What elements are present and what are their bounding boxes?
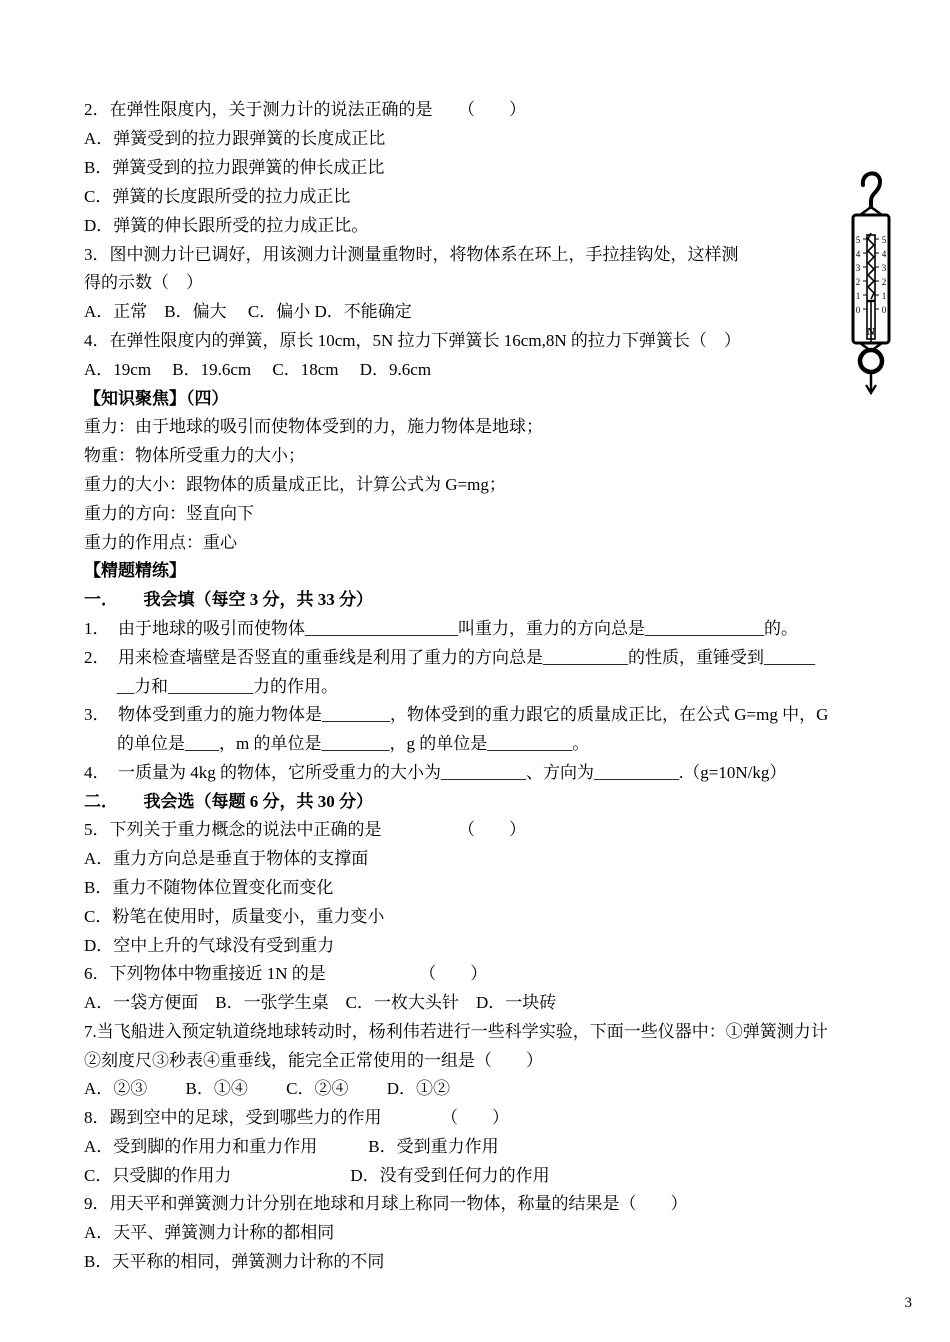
question-7-options: A．②③ B．①④ C．②④ D．①② xyxy=(84,1079,450,1098)
question-4-stem: 4．在弹性限度内的弹簧，原长 10cm，5N 拉力下弹簧长 16cm,8N 的拉力下弹簧长（ ） xyxy=(84,331,741,350)
question-3-stem-cont: 得的示数（ ） xyxy=(84,273,203,292)
question-6-stem: 6．下列物体中物重接近 1N 的是 （ ） xyxy=(84,964,488,983)
fill-question-3-cont: 的单位是____，m 的单位是________，g 的单位是__________。 xyxy=(117,734,590,753)
scale-mark-right-2: 2 xyxy=(881,277,887,287)
scale-mark-right-5: 5 xyxy=(881,235,887,245)
part-two-heading: 二． 我会选（每题 6 分，共 30 分） xyxy=(84,792,373,811)
fill-question-4: 4． 一质量为 4kg 的物体，它所受重力的大小为__________、方向为__________.（g=10N/kg） xyxy=(84,763,787,782)
scale-mark-right-1: 1 xyxy=(881,291,887,301)
scale-mark-right-4: 4 xyxy=(881,249,887,259)
question-2-option-c: C．弹簧的长度跟所受的拉力成正比 xyxy=(84,187,351,206)
question-5-stem: 5．下列关于重力概念的说法中正确的是 （ ） xyxy=(84,820,526,839)
spring-dynamometer-figure xyxy=(848,165,894,397)
question-8-options-cd: C．只受脚的作用力 D．没有受到任何力的作用 xyxy=(84,1166,550,1185)
question-5-option-c: C．粉笔在使用时，质量变小，重力变小 xyxy=(84,907,385,926)
scale-mark-right-3: 3 xyxy=(881,263,887,273)
question-3-options: A．正常 B．偏大 C．偏小 D．不能确定 xyxy=(84,302,412,321)
page-number: 3 xyxy=(904,1295,912,1311)
fill-question-2: 2． 用来检查墙壁是否竖直的重垂线是利用了重力的方向总是__________的性质，重锤受到______ xyxy=(84,648,815,667)
scale-mark-left-1: 1 xyxy=(855,291,861,301)
section-practice-heading: 【精题精练】 xyxy=(84,561,186,580)
question-9-option-b: B．天平称的相同，弹簧测力计称的不同 xyxy=(84,1252,385,1271)
question-6-options: A．一袋方便面 B．一张学生桌 C．一枚大头针 D．一块砖 xyxy=(84,993,557,1012)
fill-question-2-cont: __力和__________力的作用。 xyxy=(117,677,338,696)
question-8-options-ab: A．受到脚的作用力和重力作用 B．受到重力作用 xyxy=(84,1137,499,1156)
section-knowledge-heading: 【知识聚焦】（四） xyxy=(84,389,229,408)
question-7-stem-cont: ②刻度尺③秒表④重垂线，能完全正常使用的一组是（ ） xyxy=(84,1051,543,1070)
question-2-option-b: B．弹簧受到的拉力跟弹簧的伸长成正比 xyxy=(84,158,385,177)
question-8-stem: 8．踢到空中的足球，受到哪些力的作用 （ ） xyxy=(84,1108,509,1127)
question-4-options: A．19cm B．19.6cm C．18cm D．9.6cm xyxy=(84,360,432,379)
question-5-option-d: D．空中上升的气球没有受到重力 xyxy=(84,936,335,955)
question-2-option-a: A．弹簧受到的拉力跟弹簧的长度成正比 xyxy=(84,129,386,148)
part-one-heading: 一． 我会填（每空 3 分，共 33 分） xyxy=(84,590,373,609)
question-5-option-a: A．重力方向总是垂直于物体的支撑面 xyxy=(84,849,369,868)
question-7-stem: 7.当飞船进入预定轨道绕地球转动时，杨利伟若进行一些科学实验，下面一些仪器中：①弹簧测力计 xyxy=(84,1022,828,1041)
question-5-option-b: B．重力不随物体位置变化而变化 xyxy=(84,878,334,897)
knowledge-center: 重力的作用点：重心 xyxy=(84,533,237,552)
question-9-option-a: A．天平、弹簧测力计称的都相同 xyxy=(84,1223,335,1242)
scale-mark-left-4: 4 xyxy=(855,249,861,259)
fill-question-1: 1． 由于地球的吸引而使物体__________________叫重力，重力的方向总是______________的。 xyxy=(84,619,798,638)
knowledge-magnitude: 重力的大小：跟物体的质量成正比，计算公式为 G=mg； xyxy=(84,475,506,494)
scale-mark-left-0: 0 xyxy=(855,305,861,315)
scale-mark-right-0: 0 xyxy=(881,305,887,315)
knowledge-direction: 重力的方向：竖直向下 xyxy=(84,504,254,523)
scale-mark-left-2: 2 xyxy=(855,277,861,287)
scale-mark-left-5: 5 xyxy=(855,235,861,245)
scale-mark-left-3: 3 xyxy=(855,263,861,273)
knowledge-weight: 物重：物体所受重力的大小； xyxy=(84,446,305,465)
question-2-stem: 2．在弹性限度内，关于测力计的说法正确的是 （ ） xyxy=(84,100,526,119)
fill-question-3: 3． 物体受到重力的施力物体是________，物体受到的重力跟它的质量成正比，在公式 G=mg 中，G xyxy=(84,705,829,724)
question-3-stem: 3．图中测力计已调好，用该测力计测量重物时，将物体系在环上，手拉挂钩处，这样测 xyxy=(84,245,739,264)
scale-unit-label: N xyxy=(867,327,875,338)
knowledge-gravity: 重力：由于地球的吸引而使物体受到的力，施力物体是地球； xyxy=(84,417,543,436)
question-2-option-d: D．弹簧的伸长跟所受的拉力成正比。 xyxy=(84,216,369,235)
question-9-stem: 9．用天平和弹簧测力计分别在地球和月球上称同一物体，称量的结果是（ ） xyxy=(84,1194,688,1213)
